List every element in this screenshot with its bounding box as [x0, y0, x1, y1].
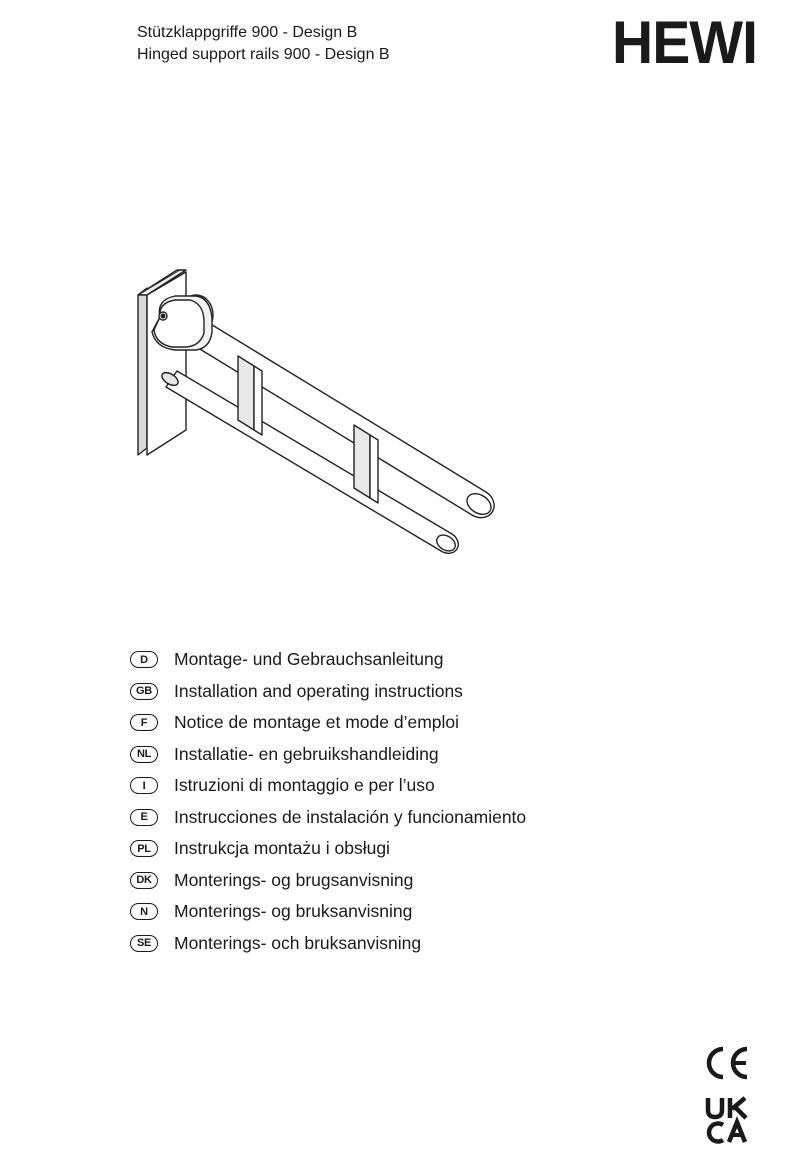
language-text: Instrukcja montażu i obsługi	[174, 838, 390, 859]
language-code-badge: N	[130, 903, 158, 920]
title-english: Hinged support rails 900 - Design B	[137, 46, 390, 63]
language-item-dk	[130, 865, 526, 897]
language-item-gb	[130, 676, 526, 708]
language-code-badge: I	[130, 777, 158, 794]
language-item-nl	[130, 739, 526, 771]
language-item-e	[130, 802, 526, 834]
language-code-badge: SE	[130, 935, 158, 952]
language-code-badge: DK	[130, 872, 158, 889]
language-text: Monterings- og brugsanvisning	[174, 869, 414, 890]
language-text: Installatie- en gebruikshandleiding	[174, 743, 439, 764]
rail-spacer-1	[238, 356, 254, 430]
language-text: Monterings- och bruksanvisning	[174, 932, 422, 953]
language-code-badge: PL	[130, 840, 158, 857]
ce-mark	[703, 1045, 751, 1081]
language-list	[130, 644, 526, 959]
rail-spacer-2	[354, 425, 370, 498]
language-text: Installation and operating instructions	[174, 680, 463, 701]
language-text: Instrucciones de instalación y funcionamiento	[174, 806, 527, 827]
language-code-badge: D	[130, 651, 158, 668]
language-item-pl	[130, 833, 526, 865]
title-german: Stützklappgriffe 900 - Design B	[137, 24, 358, 41]
language-text: Notice de montage et mode d’emploi	[174, 712, 460, 733]
wall-plate-side	[138, 288, 147, 455]
language-code-badge: GB	[130, 683, 158, 700]
language-item-f	[130, 707, 526, 739]
language-code-badge: F	[130, 714, 158, 731]
language-item-d	[130, 644, 526, 676]
language-text: Monterings- og bruksanvisning	[174, 901, 413, 922]
hewi-logo: HEWI	[612, 9, 758, 76]
ukca-mark	[705, 1096, 749, 1144]
language-item-se	[130, 928, 526, 960]
language-item-i	[130, 770, 526, 802]
language-code-badge: E	[130, 809, 158, 826]
language-text: Istruzioni di montaggio e per l’uso	[174, 775, 435, 796]
language-text: Montage- und Gebrauchsanleitung	[174, 649, 444, 670]
language-code-badge: NL	[130, 746, 158, 763]
language-item-n	[130, 896, 526, 928]
